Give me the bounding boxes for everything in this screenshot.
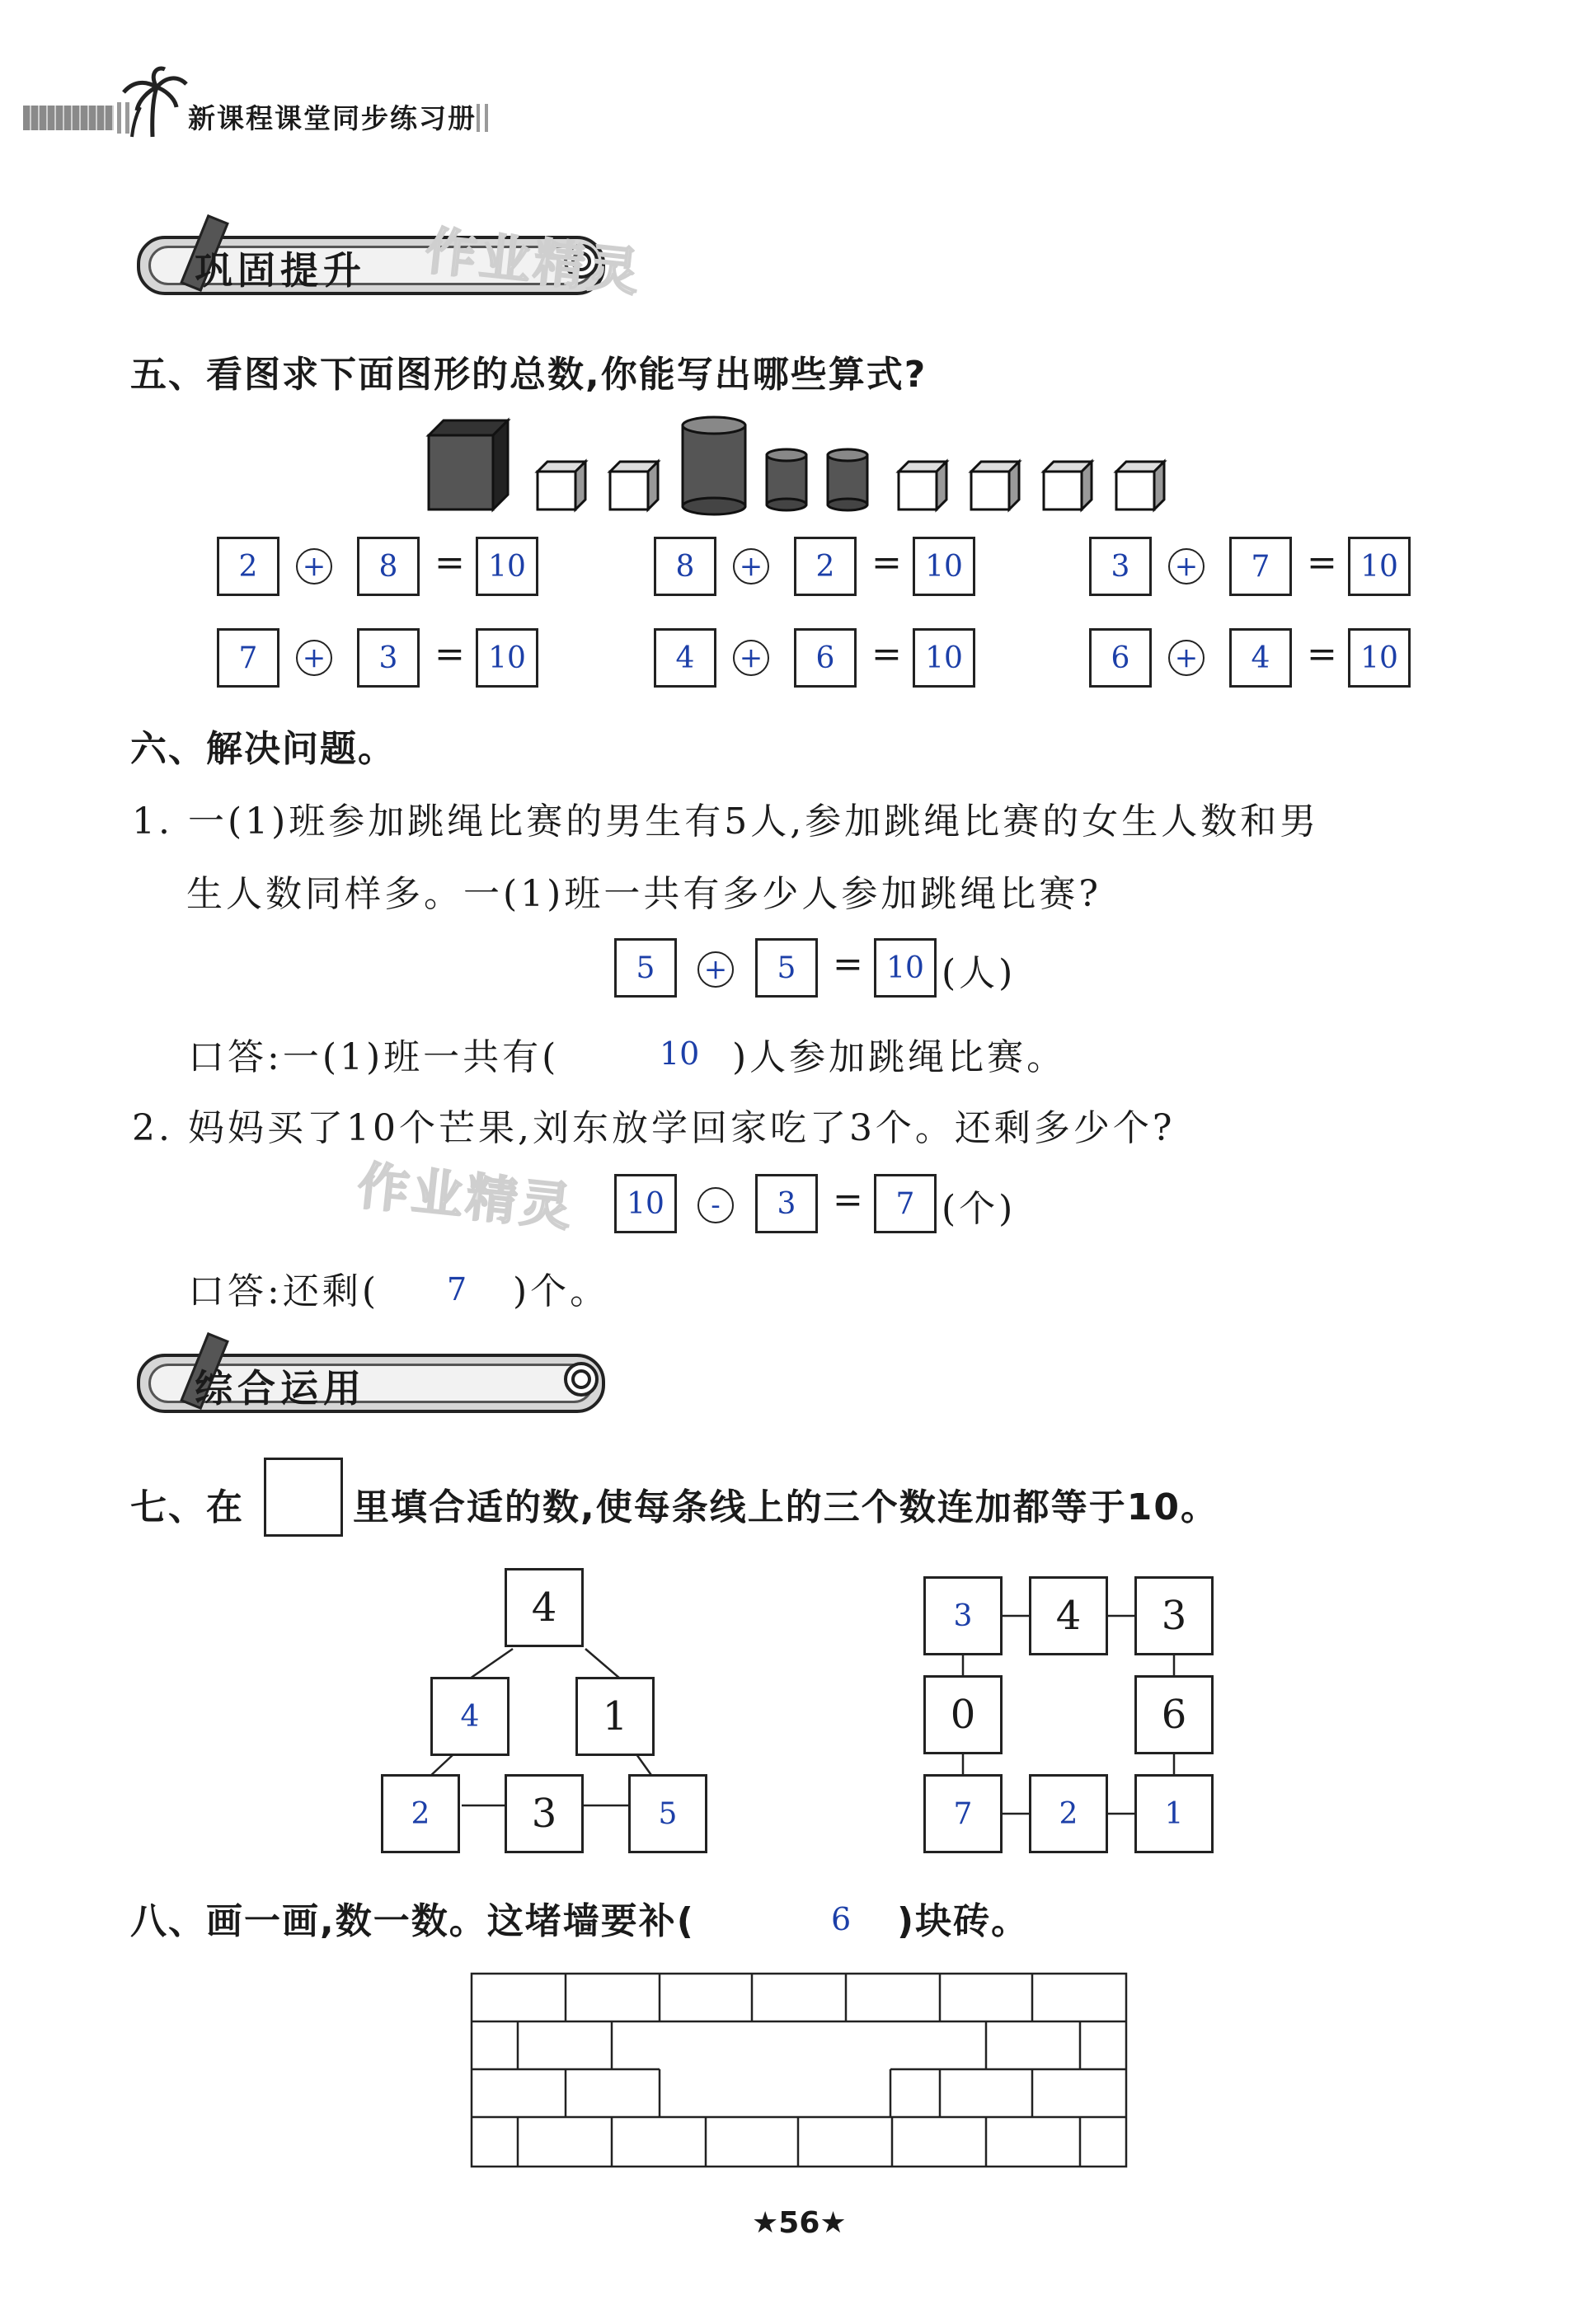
q5-sum: 10	[1348, 537, 1411, 596]
blank-box-icon	[264, 1458, 343, 1537]
watermark: 作业精灵	[422, 220, 646, 303]
q5-addend-1: 3	[1089, 537, 1152, 596]
problem-1-line-1: 1. 一(1)班参加跳绳比赛的男生有5人,参加跳绳比赛的女生人数和男	[132, 800, 1320, 843]
tri-bot-right: 5	[628, 1774, 707, 1853]
q5-addend-2: 8	[357, 537, 420, 596]
q5-addend-1: 6	[1089, 628, 1152, 688]
p1-addend-2: 5	[755, 938, 818, 998]
q5-addend-1: 8	[654, 537, 716, 596]
q5-sum: 10	[476, 628, 538, 688]
cube-large	[429, 420, 508, 509]
equals-sign: =	[1307, 633, 1337, 675]
header-decor-tick	[485, 104, 488, 132]
q5-addend-1: 7	[217, 628, 279, 688]
palm-tree-icon	[115, 64, 190, 139]
brick-wall	[470, 1972, 1129, 2170]
p2-subtrahend: 3	[755, 1174, 818, 1233]
question-5-prompt: 五、看图求下面图形的总数,你能写出哪些算式?	[130, 354, 927, 396]
q5-operator: +	[733, 640, 769, 676]
q5-operator: +	[296, 640, 332, 676]
page-number: ★56★	[752, 2206, 847, 2240]
q5-addend-1: 4	[654, 628, 716, 688]
q5-operator: +	[1168, 548, 1205, 585]
question-8-answer: 6	[831, 1901, 852, 1937]
tri-bot-mid: 3	[505, 1774, 584, 1853]
p2-answer-value: 7	[447, 1271, 467, 1308]
tri-mid-left: 4	[430, 1677, 510, 1756]
p2-unit: (个)	[942, 1188, 1017, 1230]
equals-sign: =	[871, 542, 902, 584]
header-title: 新课程课堂同步练习册	[188, 102, 477, 134]
p2-answer-prefix: 口答:还剩(	[188, 1270, 379, 1312]
q5-addend-2: 4	[1229, 628, 1292, 688]
q5-operator: +	[1168, 640, 1205, 676]
sq-bot-right: 1	[1134, 1774, 1214, 1853]
sq-top-mid: 4	[1029, 1576, 1108, 1655]
p1-addend-1: 5	[614, 938, 677, 998]
p1-unit: (人)	[942, 952, 1017, 994]
equals-sign: =	[1307, 542, 1337, 584]
question-6-prompt: 六、解决问题。	[130, 728, 396, 770]
p2-result: 7	[874, 1174, 937, 1233]
p1-operator: +	[697, 951, 734, 988]
q5-sum: 10	[913, 628, 975, 688]
equals-sign: =	[871, 633, 902, 675]
p2-answer-suffix: )个。	[513, 1270, 610, 1312]
header-decor-tick	[477, 104, 480, 132]
q5-addend-2: 2	[794, 537, 857, 596]
equals-sign: =	[434, 542, 465, 584]
sq-bot-left: 7	[923, 1774, 1003, 1853]
q5-addend-2: 7	[1229, 537, 1292, 596]
q5-operator: +	[733, 548, 769, 585]
p2-operator: -	[697, 1187, 734, 1223]
section-title: 巩固提升	[195, 248, 366, 293]
tri-top: 4	[505, 1568, 584, 1647]
q5-sum: 10	[476, 537, 538, 596]
problem-2-line: 2. 妈妈买了10个芒果,刘东放学回家吃了3个。还剩多少个?	[132, 1107, 1176, 1149]
p1-answer-suffix: )人参加跳绳比赛。	[732, 1036, 1067, 1078]
sq-top-right: 3	[1134, 1576, 1214, 1655]
p1-result: 10	[874, 938, 937, 998]
q5-sum: 10	[1348, 628, 1411, 688]
equals-sign: =	[434, 633, 465, 675]
p1-answer-value: 10	[660, 1035, 700, 1072]
q5-addend-2: 6	[794, 628, 857, 688]
sq-top-left: 3	[923, 1576, 1003, 1655]
header-decor-bar	[23, 106, 114, 130]
section-header-apply	[122, 1334, 617, 1411]
tri-mid-right: 1	[575, 1677, 655, 1756]
section-title: 综合运用	[195, 1366, 366, 1411]
watermark: 作业精灵	[355, 1155, 578, 1238]
question-7-prompt-suffix: 里填合适的数,使每条线上的三个数连加都等于10。	[353, 1486, 1219, 1528]
p2-minuend: 10	[614, 1174, 677, 1233]
question-8-prompt-suffix: )块砖。	[897, 1900, 1030, 1942]
sq-bot-mid: 2	[1029, 1774, 1108, 1853]
tri-bot-left: 2	[381, 1774, 460, 1853]
q5-addend-1: 2	[217, 537, 279, 596]
question-8-prompt-prefix: 八、画一画,数一数。这堵墙要补(	[130, 1900, 695, 1942]
sq-mid-right: 6	[1134, 1675, 1214, 1754]
shapes-figure	[422, 412, 1181, 519]
q5-operator: +	[296, 548, 332, 585]
q5-addend-2: 3	[357, 628, 420, 688]
q5-sum: 10	[913, 537, 975, 596]
p1-answer-prefix: 口答:一(1)班一共有(	[188, 1036, 560, 1078]
problem-1-line-2: 生人数同样多。一(1)班一共有多少人参加跳绳比赛?	[186, 873, 1101, 915]
sq-mid-left: 0	[923, 1675, 1003, 1754]
question-7-prompt-prefix: 七、在	[130, 1486, 244, 1528]
